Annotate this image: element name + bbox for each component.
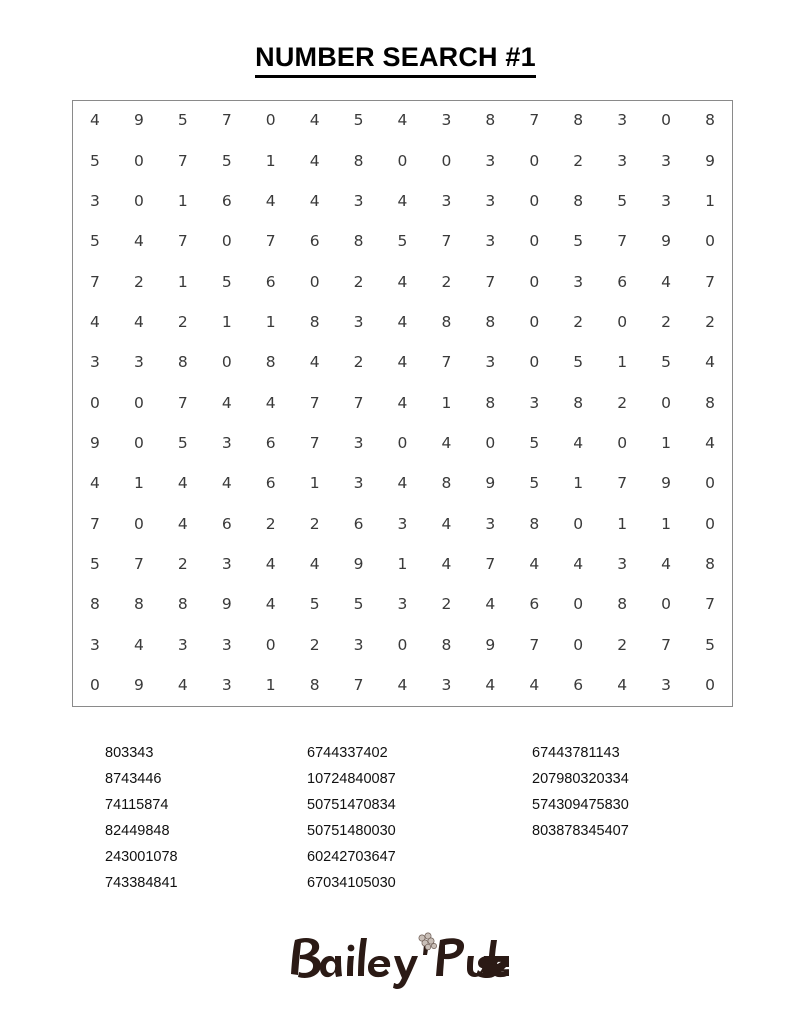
word-list-item[interactable]: 6744337402 (307, 745, 388, 761)
grid-cell[interactable]: 4 (397, 353, 408, 372)
grid-cell[interactable]: 7 (177, 151, 188, 170)
grid-cell[interactable]: 8 (441, 635, 452, 654)
grid-cell[interactable]: 4 (397, 676, 408, 695)
grid-cell[interactable]: 2 (309, 635, 320, 654)
grid-cell[interactable]: 3 (221, 434, 232, 453)
grid-cell[interactable]: 3 (617, 111, 628, 130)
grid-cell[interactable]: 3 (573, 272, 584, 291)
number-search-grid-container (72, 100, 733, 707)
grid-cell[interactable]: 9 (661, 474, 672, 493)
grid-cell[interactable]: 4 (705, 434, 715, 453)
grid-cell[interactable]: 1 (265, 676, 276, 695)
grid-cell[interactable]: 6 (617, 272, 628, 291)
grid-cell[interactable]: 5 (221, 151, 232, 170)
grid-cell[interactable]: 6 (221, 192, 232, 211)
grid-cell[interactable]: 4 (397, 474, 408, 493)
word-list-item[interactable]: 803878345407 (532, 823, 629, 839)
grid-cell[interactable]: 5 (661, 353, 672, 372)
grid-cell[interactable]: 1 (397, 555, 408, 574)
grid-cell[interactable]: 3 (177, 635, 188, 654)
grid-cell[interactable]: 2 (177, 555, 188, 574)
grid-cell[interactable]: 4 (221, 393, 232, 412)
grid-cell[interactable]: 0 (397, 151, 408, 170)
grid-cell[interactable]: 8 (573, 393, 584, 412)
grid-cell[interactable]: 4 (265, 555, 276, 574)
grid-cell[interactable]: 3 (221, 676, 232, 695)
grid-cell[interactable]: 1 (221, 313, 232, 332)
grid-cell[interactable]: 2 (133, 272, 144, 291)
grid-cell[interactable]: 4 (529, 676, 540, 695)
grid-cell[interactable]: 9 (133, 676, 144, 695)
grid-cell[interactable]: 4 (397, 313, 408, 332)
grid-cell[interactable]: 1 (661, 434, 672, 453)
grid-cell[interactable]: 3 (397, 595, 408, 614)
grid-cell[interactable]: 2 (309, 514, 320, 533)
grid-cell[interactable]: 0 (529, 272, 540, 291)
grid-cell[interactable]: 5 (309, 595, 320, 614)
grid-cell[interactable]: 9 (661, 232, 672, 251)
grid-cell[interactable]: 3 (617, 151, 628, 170)
grid-cell[interactable]: 4 (485, 595, 496, 614)
grid-cell[interactable]: 5 (353, 111, 364, 130)
grid-cell[interactable]: 7 (353, 393, 364, 412)
grid-cell[interactable]: 3 (617, 555, 628, 574)
grid-cell[interactable]: 5 (529, 474, 540, 493)
grid-cell[interactable]: 0 (705, 232, 715, 251)
grid-cell[interactable]: 8 (133, 595, 144, 614)
brand-logo (0, 928, 791, 995)
grid-cell[interactable]: 3 (221, 555, 232, 574)
grid-cell[interactable]: 7 (90, 514, 100, 533)
grid-cell[interactable]: 0 (265, 111, 276, 130)
grid-cell[interactable]: 2 (573, 151, 584, 170)
grid-cell[interactable]: 3 (353, 192, 364, 211)
grid-cell[interactable]: 5 (177, 111, 188, 130)
word-list (72, 740, 733, 896)
page-title-text: NUMBER SEARCH #1 (255, 44, 536, 78)
grid-cell[interactable]: 3 (661, 192, 672, 211)
word-list-item[interactable]: 50751480030 (307, 823, 396, 839)
grid-cell[interactable]: 4 (441, 555, 452, 574)
grid-cell[interactable]: 8 (353, 151, 364, 170)
grid-cell[interactable]: 6 (265, 434, 276, 453)
word-list-item[interactable]: 8743446 (105, 771, 162, 787)
grid-cell[interactable]: 0 (661, 111, 672, 130)
grid-cell[interactable]: 5 (90, 151, 100, 170)
grid-cell[interactable]: 1 (617, 514, 628, 533)
grid-cell[interactable]: 0 (397, 434, 408, 453)
word-list-item[interactable]: 50751470834 (307, 797, 396, 813)
grid-cell[interactable]: 8 (705, 555, 715, 574)
grid-cell[interactable]: 7 (705, 595, 715, 614)
word-list-item[interactable]: 67034105030 (307, 875, 396, 891)
grid-cell[interactable]: 2 (441, 272, 452, 291)
grid-cell[interactable]: 4 (397, 192, 408, 211)
grid-cell[interactable]: 2 (661, 313, 672, 332)
grid-cell[interactable]: 7 (353, 676, 364, 695)
grid-cell[interactable]: 0 (133, 393, 144, 412)
grid-cell[interactable]: 0 (529, 232, 540, 251)
grid-cell[interactable]: 4 (309, 111, 320, 130)
grid-cell[interactable]: 4 (617, 676, 628, 695)
grid-cell[interactable]: 7 (441, 232, 452, 251)
grid-cell[interactable]: 4 (397, 393, 408, 412)
grid-cell[interactable]: 7 (133, 555, 144, 574)
grid-cell[interactable]: 2 (441, 595, 452, 614)
grid-cell[interactable]: 1 (177, 192, 188, 211)
grid-cell[interactable]: 8 (617, 595, 628, 614)
grid-cell[interactable]: 3 (485, 192, 496, 211)
grid-cell[interactable]: 4 (90, 111, 100, 130)
grid-cell[interactable]: 8 (485, 111, 496, 130)
page-title (0, 0, 791, 78)
grid-cell[interactable]: 4 (265, 192, 276, 211)
grid-cell[interactable]: 7 (90, 272, 100, 291)
grid-cell[interactable]: 7 (485, 555, 496, 574)
grid-cell[interactable]: 7 (309, 434, 320, 453)
word-list-item[interactable]: 803343 (105, 745, 154, 761)
grid-cell[interactable]: 3 (90, 192, 100, 211)
grid-cell[interactable]: 0 (90, 393, 100, 412)
grid-cell[interactable]: 4 (90, 474, 100, 493)
grid-cell[interactable]: 3 (90, 353, 100, 372)
grid-cell[interactable]: 0 (705, 676, 715, 695)
grid-cell[interactable]: 7 (617, 474, 628, 493)
grid-cell[interactable]: 4 (309, 555, 320, 574)
grid-cell[interactable]: 9 (221, 595, 232, 614)
grid-cell[interactable]: 4 (441, 434, 452, 453)
word-list-item[interactable]: 207980320334 (532, 771, 629, 787)
word-list-item[interactable]: 74115874 (105, 797, 169, 813)
grid-cell[interactable]: 1 (661, 514, 672, 533)
grid-cell[interactable]: 0 (573, 595, 584, 614)
grid-cell[interactable]: 6 (573, 676, 584, 695)
grid-cell[interactable]: 8 (485, 393, 496, 412)
grid-cell[interactable]: 1 (133, 474, 144, 493)
grid-cell[interactable]: 4 (485, 676, 496, 695)
grid-cell[interactable]: 0 (573, 635, 584, 654)
grid-cell[interactable]: 3 (441, 111, 452, 130)
grid-cell[interactable]: 0 (705, 514, 715, 533)
word-list-item[interactable]: 243001078 (105, 849, 178, 865)
grid-cell[interactable]: 8 (90, 595, 100, 614)
word-list-column-3 (532, 740, 733, 896)
grid-cell[interactable]: 0 (573, 514, 584, 533)
grid-cell[interactable]: 9 (90, 434, 100, 453)
grid-cell[interactable]: 1 (265, 151, 276, 170)
grid-cell[interactable]: 0 (133, 151, 144, 170)
grid-cell[interactable]: 4 (309, 192, 320, 211)
grid-cell[interactable]: 4 (221, 474, 232, 493)
grid-cell[interactable]: 4 (133, 232, 144, 251)
grid-cell[interactable]: 9 (353, 555, 364, 574)
grid-cell[interactable]: 7 (529, 111, 540, 130)
grid-cell[interactable]: 4 (177, 474, 188, 493)
grid-cell[interactable]: 0 (705, 474, 715, 493)
grid-cell[interactable]: 4 (90, 313, 100, 332)
grid-cell[interactable]: 5 (90, 555, 100, 574)
grid-cell[interactable]: 0 (133, 192, 144, 211)
grid-cell[interactable]: 1 (705, 192, 715, 211)
grid-cell[interactable]: 7 (265, 232, 276, 251)
word-list-item[interactable]: 60242703647 (307, 849, 396, 865)
grid-cell[interactable]: 3 (90, 635, 100, 654)
grid-cell[interactable]: 4 (177, 676, 188, 695)
word-list-item[interactable]: 67443781143 (532, 745, 620, 761)
grid-cell[interactable]: 0 (133, 514, 144, 533)
grid-cell[interactable]: 9 (485, 474, 496, 493)
grid-cell[interactable]: 0 (221, 232, 232, 251)
grid-cell[interactable]: 4 (133, 313, 144, 332)
grid-cell[interactable]: 4 (309, 353, 320, 372)
grid-cell[interactable]: 8 (441, 474, 452, 493)
grid-cell[interactable]: 4 (529, 555, 540, 574)
grid-cell[interactable]: 3 (133, 353, 144, 372)
grid-cell[interactable]: 8 (573, 192, 584, 211)
grid-cell[interactable]: 8 (177, 353, 188, 372)
grid-cell[interactable]: 6 (309, 232, 320, 251)
grid-cell[interactable]: 0 (661, 393, 672, 412)
grid-cell[interactable]: 8 (353, 232, 364, 251)
word-list-item[interactable]: 574309475830 (532, 797, 629, 813)
grid-cell[interactable]: 9 (133, 111, 144, 130)
grid-cell[interactable]: 9 (705, 151, 715, 170)
number-search-grid[interactable] (73, 101, 732, 706)
grid-cell[interactable]: 6 (529, 595, 540, 614)
grid-cell[interactable]: 1 (309, 474, 320, 493)
word-list-column-1 (72, 740, 307, 896)
grid-cell[interactable]: 7 (529, 635, 540, 654)
grid-cell[interactable]: 6 (221, 514, 232, 533)
grid-cell[interactable]: 8 (309, 313, 320, 332)
grid-cell[interactable]: 7 (705, 272, 715, 291)
grid-cell[interactable]: 7 (177, 232, 188, 251)
grid-cell[interactable]: 5 (573, 232, 584, 251)
grid-cell[interactable]: 1 (573, 474, 584, 493)
grid-cell[interactable]: 5 (353, 595, 364, 614)
grid-cell[interactable]: 7 (309, 393, 320, 412)
grid-cell[interactable]: 3 (529, 393, 540, 412)
grid-cell[interactable]: 8 (485, 313, 496, 332)
grid-cell[interactable]: 2 (573, 313, 584, 332)
grid-cell[interactable]: 0 (529, 353, 540, 372)
grid-cell[interactable]: 2 (353, 353, 364, 372)
grid-cell[interactable]: 5 (705, 635, 715, 654)
bailey-puzzles-logo-icon (283, 928, 509, 990)
grid-cell[interactable]: 1 (441, 393, 452, 412)
grid-cell[interactable]: 4 (265, 595, 276, 614)
grid-cell[interactable]: 5 (90, 232, 100, 251)
grid-cell[interactable]: 1 (617, 353, 628, 372)
grid-cell[interactable]: 2 (617, 635, 628, 654)
grid-cell[interactable]: 3 (221, 635, 232, 654)
grid-cell[interactable]: 4 (397, 111, 408, 130)
word-list-item[interactable]: 743384841 (105, 875, 178, 891)
grid-cell[interactable]: 0 (529, 192, 540, 211)
grid-cell[interactable]: 3 (353, 434, 364, 453)
grid-cell[interactable]: 2 (705, 313, 715, 332)
grid-cell[interactable]: 4 (265, 393, 276, 412)
grid-cell[interactable]: 0 (90, 676, 100, 695)
grid-cell[interactable]: 3 (353, 635, 364, 654)
grid-cell[interactable]: 0 (661, 595, 672, 614)
grid-cell[interactable]: 8 (177, 595, 188, 614)
grid-cell[interactable]: 6 (265, 474, 276, 493)
grid-cell[interactable]: 0 (617, 313, 628, 332)
grid-cell[interactable]: 5 (617, 192, 628, 211)
grid-cell[interactable]: 4 (705, 353, 715, 372)
grid-cell[interactable]: 6 (353, 514, 364, 533)
berry-accent-icon (418, 933, 436, 950)
grid-cell[interactable]: 0 (529, 151, 540, 170)
grid-cell[interactable]: 4 (441, 514, 452, 533)
word-list-item[interactable]: 10724840087 (307, 771, 396, 787)
grid-cell[interactable]: 3 (353, 313, 364, 332)
grid-cell[interactable]: 3 (661, 151, 672, 170)
grid-cell[interactable]: 7 (617, 232, 628, 251)
grid-cell[interactable]: 7 (485, 272, 496, 291)
grid-cell[interactable]: 7 (221, 111, 232, 130)
grid-cell[interactable]: 3 (441, 192, 452, 211)
grid-cell[interactable]: 8 (573, 111, 584, 130)
grid-cell[interactable]: 4 (573, 555, 584, 574)
grid-cell[interactable]: 3 (485, 151, 496, 170)
grid-cell[interactable]: 9 (485, 635, 496, 654)
grid-cell[interactable]: 4 (133, 635, 144, 654)
grid-cell[interactable]: 1 (265, 313, 276, 332)
grid-cell[interactable]: 3 (485, 232, 496, 251)
grid-cell[interactable]: 8 (441, 313, 452, 332)
grid-cell[interactable]: 8 (309, 676, 320, 695)
grid-cell[interactable]: 2 (265, 514, 276, 533)
grid-cell[interactable]: 0 (265, 635, 276, 654)
grid-cell[interactable]: 0 (529, 313, 540, 332)
word-list-item[interactable]: 82449848 (105, 823, 170, 839)
grid-cell[interactable]: 4 (573, 434, 584, 453)
grid-cell[interactable]: 0 (617, 434, 628, 453)
grid-cell[interactable]: 3 (661, 676, 672, 695)
grid-cell[interactable]: 7 (441, 353, 452, 372)
grid-cell[interactable]: 5 (573, 353, 584, 372)
grid-cell[interactable]: 4 (177, 514, 188, 533)
grid-cell[interactable]: 5 (397, 232, 408, 251)
grid-cell[interactable]: 2 (617, 393, 628, 412)
grid-cell[interactable]: 3 (353, 474, 364, 493)
grid-cell[interactable]: 3 (441, 676, 452, 695)
grid-cell[interactable]: 3 (397, 514, 408, 533)
grid-cell[interactable]: 3 (485, 514, 496, 533)
grid-cell[interactable]: 0 (221, 353, 232, 372)
grid-cell[interactable]: 0 (309, 272, 320, 291)
grid-cell[interactable]: 8 (705, 393, 715, 412)
grid-cell[interactable]: 0 (485, 434, 496, 453)
grid-cell[interactable]: 4 (661, 555, 672, 574)
grid-cell[interactable]: 4 (309, 151, 320, 170)
grid-cell[interactable]: 4 (661, 272, 672, 291)
grid-cell[interactable]: 8 (265, 353, 276, 372)
grid-cell[interactable]: 2 (177, 313, 188, 332)
grid-cell[interactable]: 2 (353, 272, 364, 291)
grid-cell[interactable]: 0 (441, 151, 452, 170)
grid-cell[interactable]: 0 (133, 434, 144, 453)
grid-cell[interactable]: 5 (529, 434, 540, 453)
grid-cell[interactable]: 5 (177, 434, 188, 453)
grid-cell[interactable]: 3 (485, 353, 496, 372)
grid-cell[interactable]: 5 (221, 272, 232, 291)
word-list-column-2 (307, 740, 532, 896)
grid-cell[interactable]: 6 (265, 272, 276, 291)
grid-cell[interactable]: 7 (177, 393, 188, 412)
grid-cell[interactable]: 8 (705, 111, 715, 130)
grid-cell[interactable]: 8 (529, 514, 540, 533)
grid-cell[interactable]: 0 (397, 635, 408, 654)
grid-cell[interactable]: 1 (177, 272, 188, 291)
grid-cell[interactable]: 4 (397, 272, 408, 291)
grid-cell[interactable]: 7 (661, 635, 672, 654)
